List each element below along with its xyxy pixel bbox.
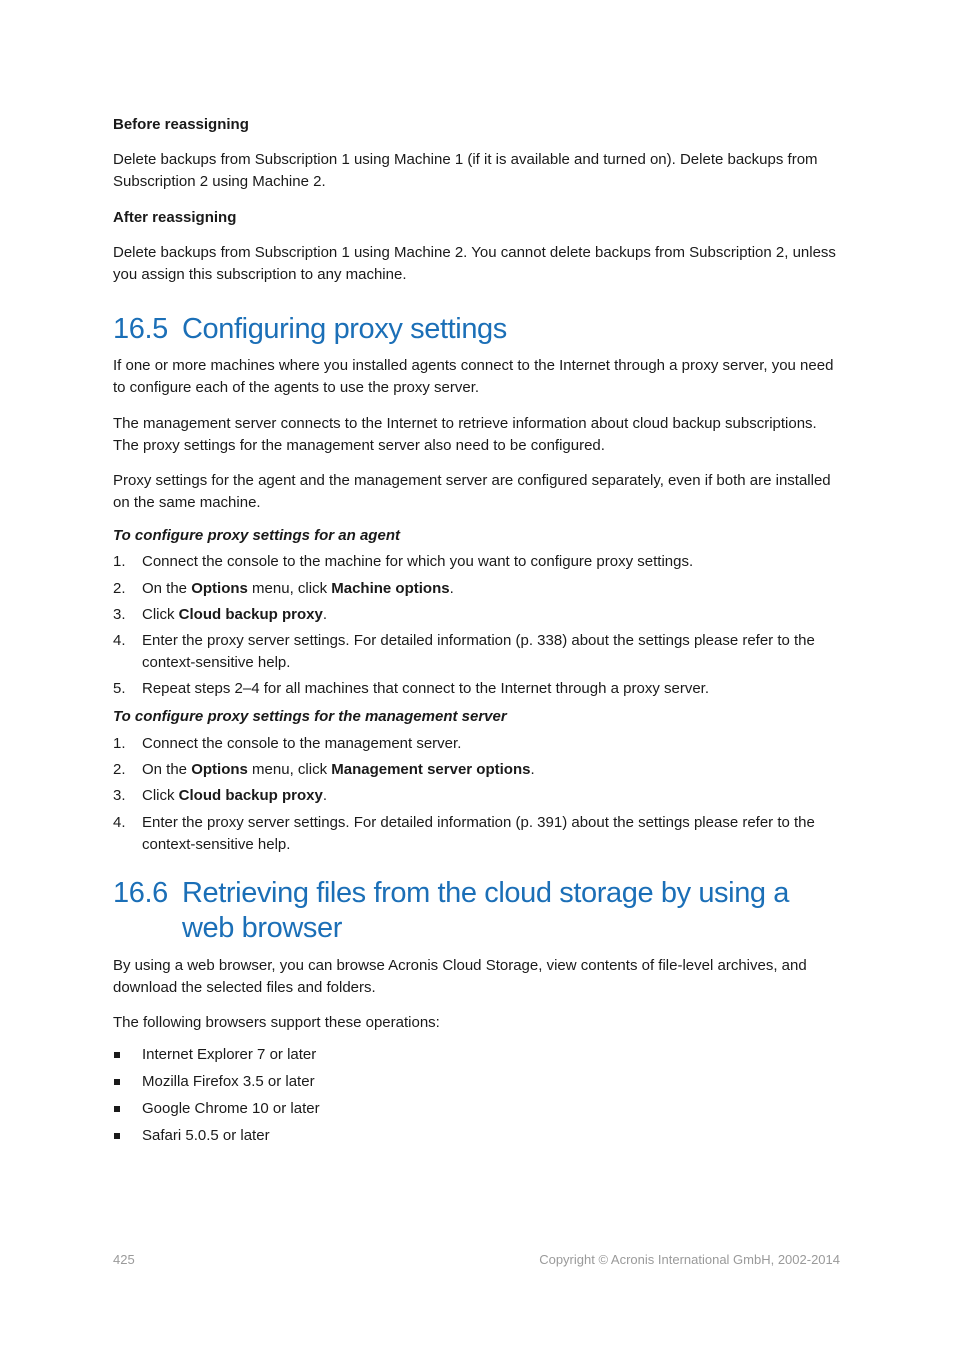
- proxy-intro-paragraph: If one or more machines where you installed agents connect to the Internet through a proxy server, you need to configure each of the agents to use the proxy server.: [113, 357, 834, 396]
- mgmt-procedure-title: To configure proxy settings for the management server: [113, 708, 507, 725]
- list-item: [113, 1125, 270, 1147]
- web-browser-intro-paragraph: By using a web browser, you can browse Acronis Cloud Storage, view contents of file-level archives, and download the selected files and folders.: [113, 957, 807, 996]
- list-item: [113, 630, 841, 674]
- step-number: 2.: [113, 761, 126, 778]
- step-text: On the Options menu, click Machine options.: [142, 580, 454, 597]
- step-text: On the Options menu, click Management server options.: [142, 761, 535, 778]
- step-number: 3.: [113, 787, 126, 804]
- browser-name: Google Chrome 10 or later: [142, 1100, 320, 1117]
- browser-name: Mozilla Firefox 3.5 or later: [142, 1073, 315, 1090]
- page-number: 425: [113, 1252, 135, 1267]
- step-number: 3.: [113, 606, 126, 623]
- bullet-square-icon: [114, 1106, 120, 1112]
- after-reassigning-heading: After reassigning: [113, 209, 237, 226]
- section-number: 16.6: [113, 877, 168, 909]
- list-item: [113, 551, 841, 573]
- section-title-line2: web browser: [182, 912, 342, 944]
- step-text: Click Cloud backup proxy.: [142, 787, 328, 804]
- list-item: [113, 578, 841, 600]
- cloud-backup-proxy-label: Cloud backup proxy: [178, 606, 323, 623]
- browser-name: Safari 5.0.5 or later: [142, 1127, 270, 1144]
- bullet-square-icon: [114, 1133, 120, 1139]
- options-menu-label: Options: [191, 761, 248, 778]
- list-item: [113, 785, 841, 807]
- step-number: 1.: [113, 735, 126, 752]
- bullet-square-icon: [114, 1079, 120, 1085]
- machine-options-label: Machine options: [331, 580, 450, 597]
- section-title: Configuring proxy settings: [182, 313, 507, 345]
- list-item: [113, 733, 841, 755]
- before-reassigning-text: Delete backups from Subscription 1 using Machine 1 (if it is available and turned on). Delete backups from Subscription 2 using Machine 2.: [113, 151, 818, 190]
- step-text: Enter the proxy server settings. For detailed information (p. 338) about the settings please refer to the context-sensitive help.: [142, 632, 815, 671]
- step-text: Enter the proxy server settings. For detailed information (p. 391) about the settings please refer to the context-sensitive help.: [142, 814, 815, 853]
- management-server-paragraph: The management server connects to the Internet to retrieve information about cloud backup subscriptions. The proxy settings for the management server also need to be configured.: [113, 415, 817, 454]
- list-item: [113, 812, 841, 856]
- step-text: Connect the console to the machine for which you want to configure proxy settings.: [142, 553, 694, 570]
- browser-name: Internet Explorer 7 or later: [142, 1046, 317, 1063]
- section-16-6-heading: [113, 876, 841, 946]
- browsers-intro-paragraph: The following browsers support these operations:: [113, 1014, 440, 1031]
- options-menu-label: Options: [191, 580, 248, 597]
- step-number: 4.: [113, 814, 126, 831]
- step-text: Repeat steps 2–4 for all machines that connect to the Internet through a proxy server.: [142, 680, 709, 697]
- before-reassigning-heading: Before reassigning: [113, 116, 249, 133]
- section-16-5-heading: [113, 311, 507, 347]
- step-text: Connect the console to the management server.: [142, 735, 462, 752]
- step-number: 5.: [113, 680, 126, 697]
- step-text: Click Cloud backup proxy.: [142, 606, 328, 623]
- step-number: 2.: [113, 580, 126, 597]
- section-title-line1: Retrieving files from the cloud storage by using a: [182, 877, 790, 909]
- separate-config-paragraph: Proxy settings for the agent and the management server are configured separately, even if both are installed on the same machine.: [113, 472, 831, 511]
- after-reassigning-text: Delete backups from Subscription 1 using Machine 2. You cannot delete backups from Subscription 2, unless you assign this subscription to any machine.: [113, 244, 836, 283]
- cloud-backup-proxy-label: Cloud backup proxy: [178, 787, 323, 804]
- list-item: [113, 678, 841, 700]
- section-number: 16.5: [113, 313, 168, 345]
- step-number: 1.: [113, 553, 126, 570]
- bullet-square-icon: [114, 1052, 120, 1058]
- agent-procedure-title: To configure proxy settings for an agent: [113, 527, 400, 544]
- list-item: [113, 1044, 316, 1066]
- management-server-options-label: Management server options: [331, 761, 531, 778]
- step-number: 4.: [113, 632, 126, 649]
- list-item: [113, 759, 841, 781]
- list-item: [113, 1098, 320, 1120]
- list-item: [113, 1071, 315, 1093]
- list-item: [113, 604, 841, 626]
- copyright-notice: Copyright © Acronis International GmbH, 2002-2014: [539, 1252, 840, 1267]
